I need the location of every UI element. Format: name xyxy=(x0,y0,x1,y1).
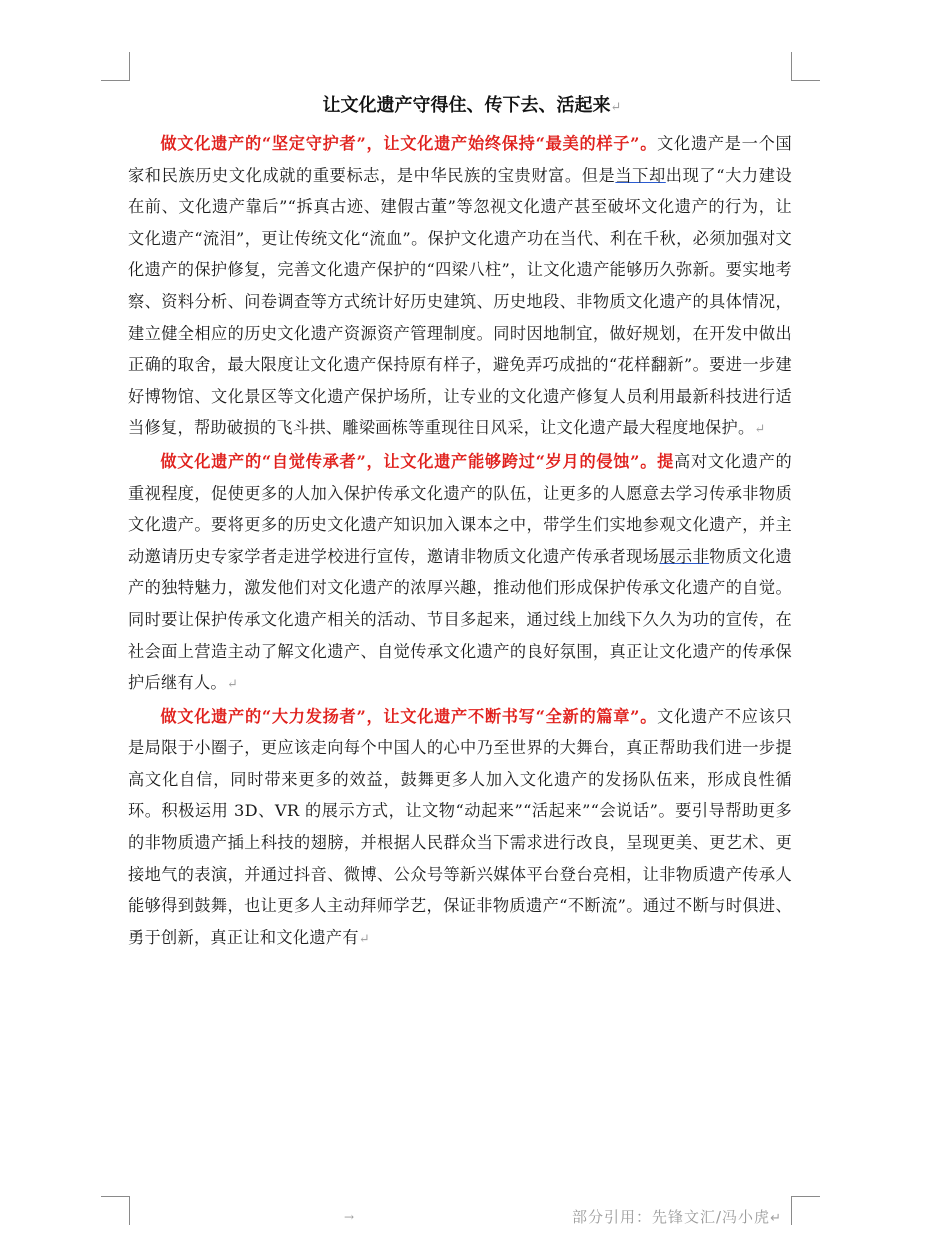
paragraph-mark-icon: ↵ xyxy=(610,100,622,115)
crop-mark-bottom-right xyxy=(791,1196,820,1225)
footer-citation-text: 部分引用：先锋文汇/冯小虎 xyxy=(572,1208,771,1226)
paragraph-3-lead: 做文化遗产的“大力发扬者”，让文化遗产不断书写“全新的篇章”。 xyxy=(160,706,658,726)
paragraph-mark-icon: ↵ xyxy=(770,1211,782,1226)
paragraph-mark-icon: ↵ xyxy=(358,931,371,947)
crop-mark-top-left xyxy=(101,52,130,81)
paragraph-1-text-a: 文化遗产是一个国家和民族历史文化成就的重要标志，是中华民族的宝贵财富。但是 xyxy=(128,134,792,185)
paragraph-1-text-b: 出现了“大力建设在前、文化遗产靠后”“拆真古迹、建假古董”等忽视文化遗产甚至破坏文化遗产的行为，让文化遗产“流泪”，更让传统文化“流血”。保护文化遗产功在当代、利在千秋，必须加强对文化遗产的保护修复，完善文化遗产保护的“四梁八柱”，让文化遗产能够历久弥新。要实地考察、资料分析、问卷调查等方式统计好历史建筑、历史地段、非物质文化遗产的具体情况，建立健全相应的历史文化遗产资源资产管理制度。同时因地制宜，做好规划，在开发中做出正确的取舍，最大限度让文化遗产保持原有样子，避免弄巧成拙的“花样翻新”。要进一步建好博物馆、文化景区等文化遗产保护场所，让专业的文化遗产修复人员利用最新科技进行适当修复，帮助破损的飞斗拱、雕梁画栋等重现往日风采，让文化遗产最大程度地保护。 xyxy=(128,165,792,438)
paragraph-1 xyxy=(128,128,792,446)
paragraph-2-text-b: 物质文化遗产的独特魅力，激发他们对文化遗产的浓厚兴趣，推动他们形成保护传承文化遗产的自觉。同时要让保护传承文化遗产相关的活动、节目多起来，通过线上加线下久久为功的宣传，在社会面上营造主动了解文化遗产、自觉传承文化遗产的良好氛围，真正让文化遗产的传承保护后继有人。 xyxy=(128,546,792,693)
paragraph-2 xyxy=(128,446,792,701)
paragraph-2-lead: 做文化遗产的“自觉传承者”，让文化遗产能够跨过“岁月的侵蚀”。提 xyxy=(160,451,675,471)
paragraph-1-marked-text: 当下却 xyxy=(615,165,666,185)
crop-mark-top-right xyxy=(791,52,820,81)
paragraph-3-text-a: 文化遗产不应该只是局限于小圈子，更应该走向每个中国人的心中乃至世界的大舞台，真正帮助我们进一步提高文化自信，同时带来更多的效益，鼓舞更多人加入文化遗产的发扬队伍来，形成良性循环。积极运用 3D、VR 的展示方式，让文物“动起来”“活起来”“会说话”。要引导帮助更多的非物质遗产插上科技的翅膀，并根据人民群众当下需求进行改良，呈现更美、更艺术、更接地气的表演，并通过抖音、微博、公众号等新兴媒体平台登台亮相，让非物质遗产传承人能够得到鼓舞，也让更多人主动拜师学艺，保证非物质遗产“不断流”。通过不断与时俱进、勇于创新，真正让和文化遗产有 xyxy=(128,706,792,947)
footer-citation xyxy=(572,1206,782,1227)
document-title-text: 让文化遗产守得住、传下去、活起来 xyxy=(322,95,611,116)
crop-mark-bottom-left xyxy=(101,1196,130,1225)
paragraph-mark-icon: ↵ xyxy=(226,677,239,693)
footer-arrow-icon: → xyxy=(344,1210,355,1224)
document-body xyxy=(128,128,792,955)
paragraph-2-text-a: 高对文化遗产的重视程度，促使更多的人加入保护传承文化遗产的队伍，让更多的人愿意去学习传承非物质文化遗产。要将更多的历史文化遗产知识加入课本之中，带学生们实地参观文化遗产，并主动邀请历史专家学者走进学校进行宣传，邀请非物质文化遗产传承者现场 xyxy=(128,451,793,566)
paragraph-3 xyxy=(128,701,792,956)
paragraph-1-lead: 做文化遗产的“坚定守护者”，让文化遗产始终保持“最美的样子”。 xyxy=(160,134,658,153)
document-title xyxy=(128,92,816,122)
paragraph-mark-icon: ↵ xyxy=(754,422,766,438)
paragraph-2-marked-text: 展示非 xyxy=(659,546,710,566)
